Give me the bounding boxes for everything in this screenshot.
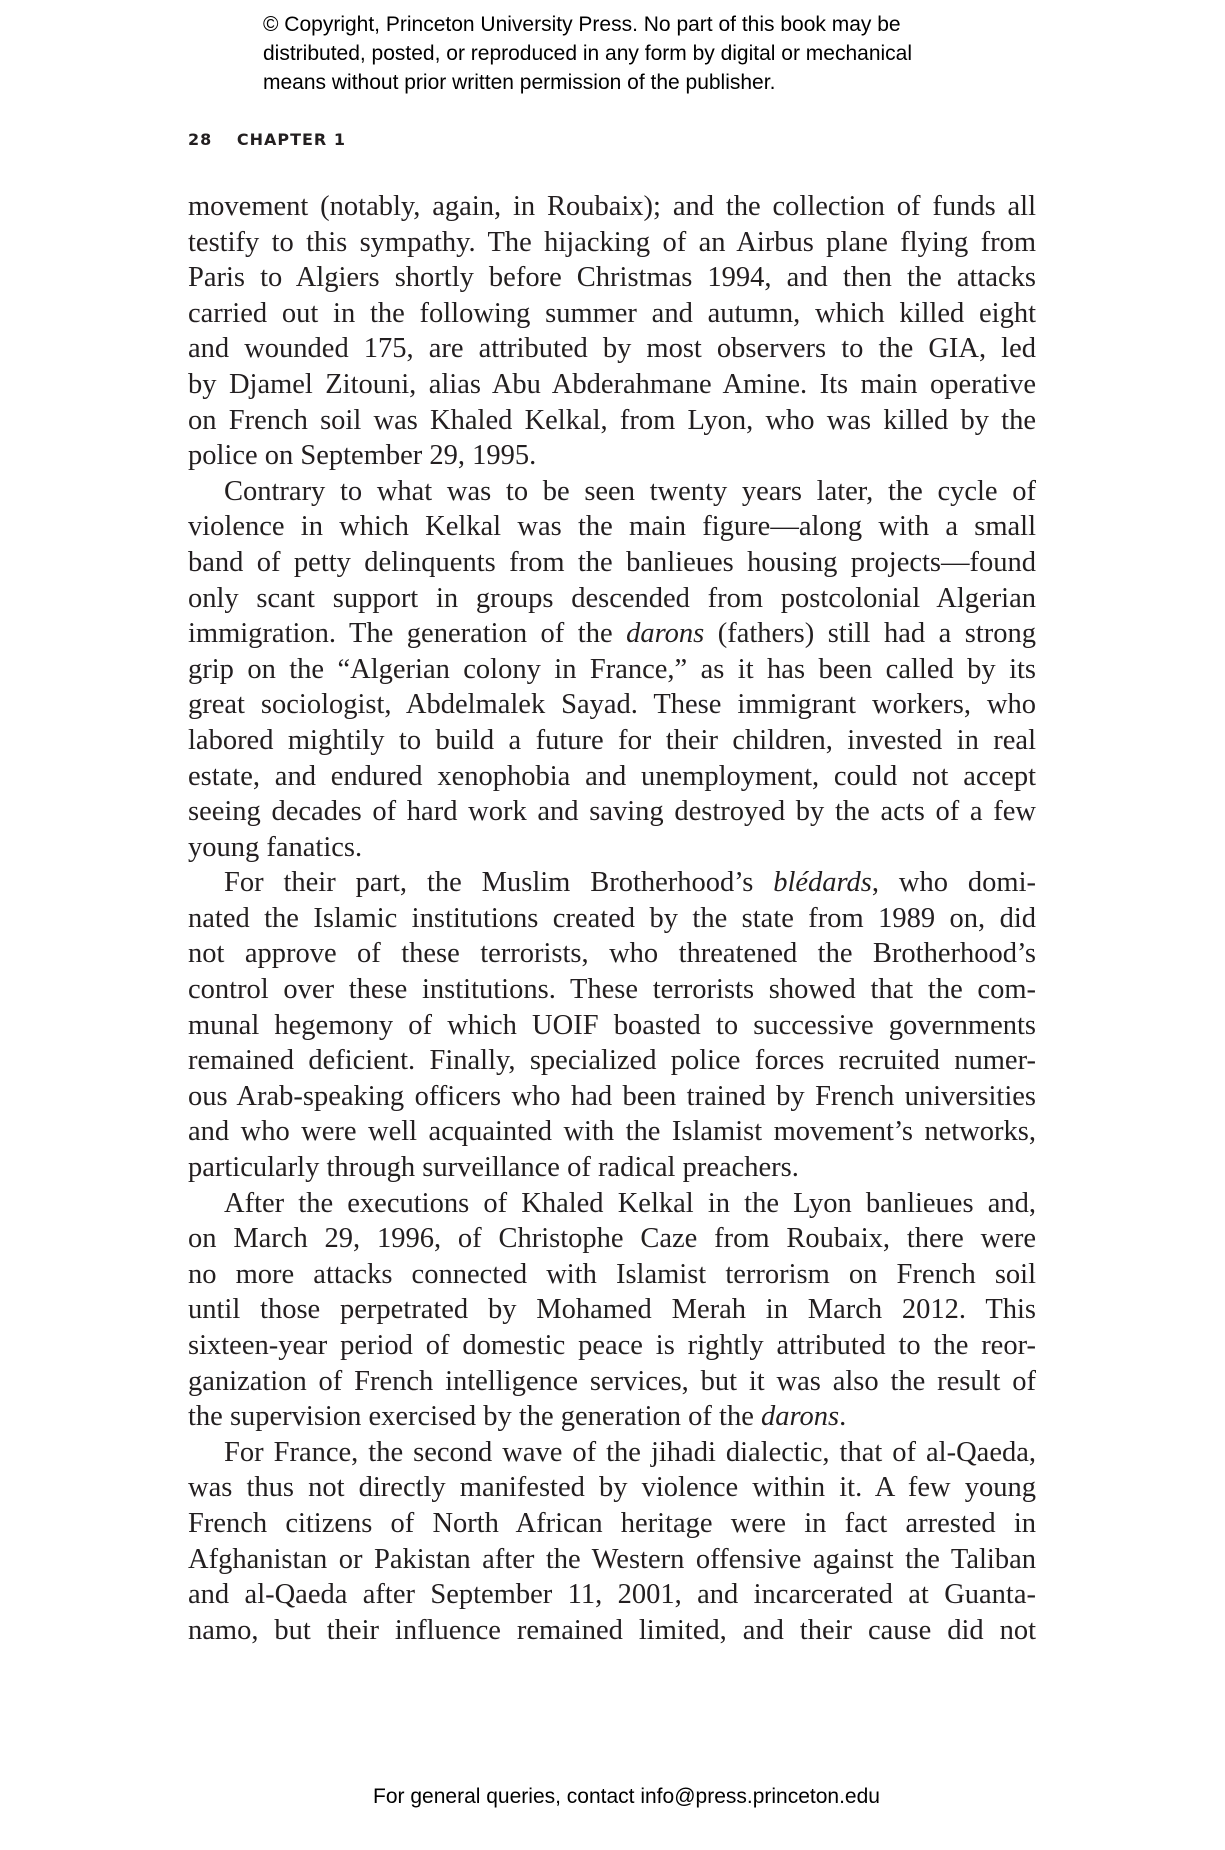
text-line <box>188 1079 1036 1115</box>
text-line <box>188 1506 1036 1542</box>
text-segment: great sociologist, Abdelmalek Sayad. These immigrant workers, who <box>188 689 1036 721</box>
text-line <box>188 1008 1036 1044</box>
text-line <box>188 509 1036 545</box>
text-segment: on March 29, 1996, of Christophe Caze from Roubaix, there were <box>188 1223 1036 1255</box>
text-line <box>188 1328 1036 1364</box>
text-segment: After the executions of Khaled Kelkal in the Lyon banlieues and, <box>224 1187 1036 1219</box>
text-segment: estate, and endured xenophobia and unemployment, could not accept <box>188 760 1036 792</box>
text-segment: on French soil was Khaled Kelkal, from Lyon, who was killed by the <box>188 404 1036 436</box>
text-line <box>188 260 1036 296</box>
text-line <box>188 1364 1036 1400</box>
page-number: 28 <box>188 130 213 149</box>
text-segment: and wounded 175, are attributed by most observers to the GIA, led <box>188 333 1036 365</box>
text-line <box>188 1257 1036 1293</box>
copyright-line: © Copyright, Princeton University Press. No part of this book may be <box>263 13 901 36</box>
text-segment: by Djamel Zitouni, alias Abu Abderahmane Amine. Its main operative <box>188 368 1036 400</box>
text-line <box>188 794 1036 830</box>
text-line <box>188 1221 1036 1257</box>
text-line <box>188 545 1036 581</box>
text-line <box>188 759 1036 795</box>
text-line <box>188 1292 1036 1328</box>
text-segment: control over these institutions. These terrorists showed that the com- <box>188 974 1036 1006</box>
text-segment: no more attacks connected with Islamist terrorism on French soil <box>188 1258 1036 1290</box>
text-segment: ganization of French intelligence services, but it was also the result of <box>188 1365 1036 1397</box>
text-segment: testify to this sympathy. The hijacking of an Airbus plane flying from <box>188 226 1036 258</box>
copyright-line: means without prior written permission of the publisher. <box>263 71 776 94</box>
text-segment: grip on the “Algerian colony in France,” as it has been called by its <box>188 653 1036 685</box>
text-segment: labored mightily to build a future for their children, invested in real <box>188 724 1036 756</box>
text-segment: violence in which Kelkal was the main figure—along with a small <box>188 511 1036 543</box>
text-line <box>188 1470 1036 1506</box>
copyright-notice <box>263 10 1023 97</box>
text-line <box>188 403 1036 439</box>
text-segment: the supervision exercised by the generation of the <box>188 1401 761 1433</box>
text-line <box>188 616 1036 652</box>
text-line <box>188 687 1036 723</box>
running-head <box>188 130 346 149</box>
text-line <box>188 474 1036 510</box>
text-segment: was thus not directly manifested by violence within it. A few young <box>188 1472 1036 1504</box>
text-segment: Afghanistan or Pakistan after the Western offensive against the Taliban <box>188 1543 1036 1575</box>
text-line <box>188 972 1036 1008</box>
text-line <box>188 1435 1036 1471</box>
text-line <box>188 296 1036 332</box>
italic-term: darons <box>626 618 705 650</box>
text-line <box>188 1542 1036 1578</box>
italic-term: darons <box>760 1401 840 1433</box>
text-segment: carried out in the following summer and autumn, which killed eight <box>188 297 1036 329</box>
text-line <box>188 438 1036 474</box>
text-segment: movement (notably, again, in Roubaix); and the collection of funds all <box>188 191 1036 222</box>
text-segment: band of petty delinquents from the banlieues housing projects—found <box>188 546 1036 578</box>
text-line <box>188 225 1036 261</box>
text-line <box>188 1114 1036 1150</box>
text-segment: not approve of these terrorists, who threatened the Brotherhood’s <box>188 938 1036 970</box>
text-segment: remained deficient. Finally, specialized police forces recruited numer- <box>188 1045 1036 1077</box>
contact-line: For general queries, contact info@press.princeton.edu <box>373 1785 880 1808</box>
text-segment: sixteen-year period of domestic peace is rightly attributed to the reor- <box>188 1330 1036 1361</box>
text-line <box>188 1613 1036 1649</box>
text-line <box>188 901 1036 937</box>
text-line <box>188 652 1036 688</box>
text-segment: only scant support in groups descended from postcolonial Algerian <box>188 582 1036 614</box>
text-segment: . <box>839 1401 847 1433</box>
footer <box>0 1785 1225 1809</box>
chapter-label: CHAPTER 1 <box>236 130 346 149</box>
body-text <box>188 189 1036 1648</box>
text-line <box>188 1150 1036 1186</box>
text-segment: young fanatics. <box>188 831 363 863</box>
text-line <box>188 581 1036 617</box>
text-line <box>188 830 1036 866</box>
text-segment: until those perpetrated by Mohamed Merah in March 2012. This <box>188 1294 1036 1326</box>
copyright-line: distributed, posted, or reproduced in any form by digital or mechanical <box>263 42 913 65</box>
text-segment: nated the Islamic institutions created by the state from 1989 on, did <box>188 902 1036 934</box>
text-segment: Paris to Algiers shortly before Christmas 1994, and then the attacks <box>188 262 1036 294</box>
text-line <box>188 189 1036 225</box>
text-segment: and who were well acquainted with the Islamist movement’s networks, <box>188 1116 1036 1148</box>
text-line <box>188 331 1036 367</box>
text-segment: (fathers) still had a strong <box>704 618 1036 650</box>
text-segment: namo, but their influence remained limited, and their cause did not <box>188 1614 1036 1646</box>
text-segment: munal hegemony of which UOIF boasted to successive governments <box>188 1009 1036 1041</box>
text-line <box>188 1186 1036 1222</box>
text-segment: ous Arab-speaking officers who had been trained by French universities <box>188 1080 1036 1112</box>
text-segment: For their part, the Muslim Brotherhood’s <box>224 867 774 899</box>
text-line <box>188 936 1036 972</box>
text-segment: immigration. The generation of the <box>188 618 627 650</box>
text-line <box>188 367 1036 403</box>
text-line <box>188 865 1036 901</box>
text-segment: , who domi- <box>871 867 1036 899</box>
text-line <box>188 1577 1036 1613</box>
text-segment: For France, the second wave of the jihadi dialectic, that of al-Qaeda, <box>224 1436 1036 1468</box>
text-segment: particularly through surveillance of radical preachers. <box>188 1152 799 1184</box>
text-segment: Contrary to what was to be seen twenty years later, the cycle of <box>224 475 1036 507</box>
text-segment: French citizens of North African heritage were in fact arrested in <box>188 1507 1036 1539</box>
text-line <box>188 1399 1036 1435</box>
text-segment: and al-Qaeda after September 11, 2001, and incarcerated at Guanta- <box>188 1579 1036 1611</box>
italic-term: blédards <box>773 867 872 899</box>
text-segment: police on September 29, 1995. <box>188 440 537 472</box>
text-line <box>188 1043 1036 1079</box>
text-line <box>188 723 1036 759</box>
text-segment: seeing decades of hard work and saving destroyed by the acts of a few <box>188 796 1036 828</box>
